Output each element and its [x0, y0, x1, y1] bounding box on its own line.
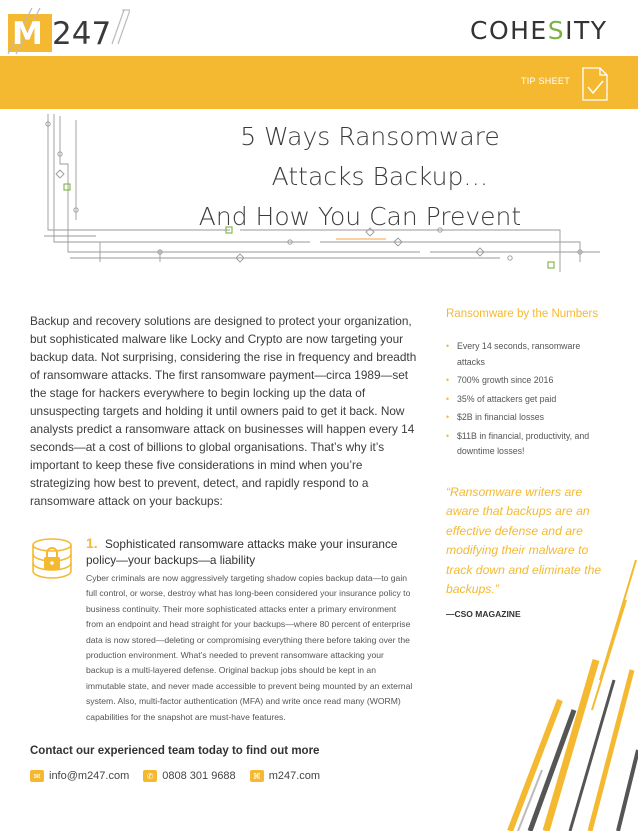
- contact-heading: Contact our experienced team today to find out more: [30, 745, 320, 757]
- decorative-stripes: [500, 560, 638, 831]
- web-icon: ⌘: [250, 770, 264, 782]
- stat-item: • $2B in financial losses: [446, 410, 606, 426]
- title-line-3: And How You Can Prevent: [198, 202, 522, 231]
- email-link[interactable]: info@m247.com: [49, 770, 130, 782]
- pull-quote: “Ransomware writers are aware that backups are an effective defense and are modifying their malware to track down and eliminate the backups.”: [446, 485, 602, 597]
- website-link[interactable]: m247.com: [268, 770, 321, 782]
- sidebar-title: Ransomware by the Numbers: [446, 308, 599, 320]
- title-line-2: Attacks Backup…: [271, 162, 489, 191]
- svg-text:M: M: [12, 16, 43, 52]
- email-icon: ✉: [30, 770, 44, 782]
- phone-icon: ✆: [143, 770, 157, 782]
- tip-sheet-label: TIP SHEET: [520, 76, 570, 86]
- stat-item: • Every 14 seconds, ransomware attacks: [446, 339, 606, 370]
- page-title: [140, 117, 580, 237]
- tip-sheet-banner: [0, 56, 638, 109]
- cohesity-logo: COHESITY: [470, 16, 608, 45]
- stat-item: • 700% growth since 2016: [446, 373, 606, 389]
- intro-paragraph: Backup and recovery solutions are designed to protect your organization, but sophisticated malware like Locky and Crypto are now targeting your backup data. Not surprising, considering the rise in frequency and breadth of ransomware attacks. The first ransomware payment—circa 1989—set the stage for hackers everywhere to begin locking up the data of unsuspecting targets and holding it until owners paid to get it back. Now analysts predict a ransomware attack on businesses will happen every 14 seconds—at a cost of billions to global organisations. That’s why it’s important to keep these five considerations in mind when you’re strategizing how best to prevent, detect, and rapidly respond to a ransomware attack on your backups:: [30, 314, 417, 508]
- stat-item: • $11B in financial, productivity, and downtime losses!: [446, 429, 606, 460]
- stats-list: [446, 339, 606, 463]
- phone-link[interactable]: 0808 301 9688: [162, 770, 236, 782]
- section-1-heading: [86, 535, 416, 568]
- title-line-1: 5 Ways Ransomware: [240, 122, 500, 151]
- svg-text:247: 247: [52, 16, 112, 52]
- stat-item: • 35% of attackers get paid: [446, 392, 606, 408]
- document-check-icon: [580, 66, 610, 102]
- contact-row: [30, 768, 334, 784]
- section-1-body: Cyber criminals are now aggressively targeting shadow copies backup data—to gain full control, or worse, destroy what has long-been considered your insurance policy to business continuity. Their more sophisticated attacks enter a primary environment from an endpoint and head straight for your backups—where 80 percent of enterprise data is now stored—deleting or compromising everything there before taking over the production environment. What’s needed to prevent ransomware attacking your backup is a multi-layered defense. Original backup jobs should be kept in an immutable state, and never made accessible to prevent being mounted by an external system. Also, multi-factor authentication (MFA) and write once read many (WORM) capabilities for the snapshot are must-have features.: [86, 573, 413, 722]
- m247-logo: [6, 4, 130, 56]
- quote-source: —CSO MAGAZINE: [446, 609, 521, 619]
- database-lock-icon: [30, 536, 80, 580]
- section-1-number: 1.: [86, 535, 98, 551]
- section-1-heading-text: Sophisticated ransomware attacks make your insurance policy—your backups—a liability: [86, 537, 398, 567]
